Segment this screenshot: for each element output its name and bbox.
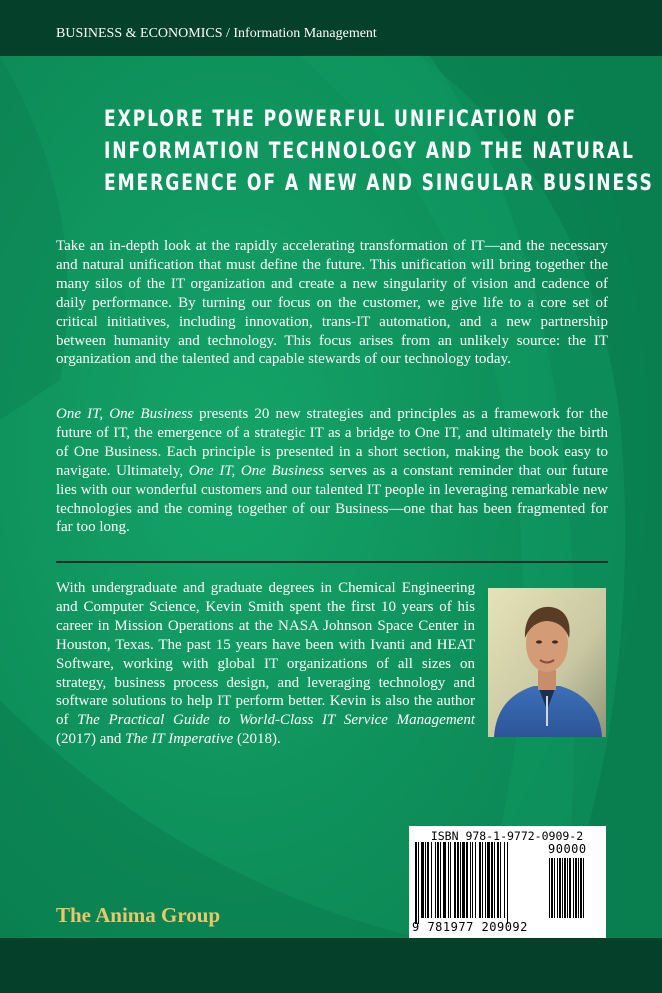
barcode-bar (431, 842, 432, 918)
price-barcode-bar (549, 858, 550, 918)
barcode-bar (507, 842, 508, 924)
price-barcode-bar (564, 858, 566, 918)
barcode-bar (440, 842, 441, 918)
barcode-bar (479, 842, 481, 918)
price-barcode-bar (575, 858, 577, 918)
book-title: One IT, One Business (56, 406, 193, 422)
price-code-digits: 90000 (548, 842, 587, 856)
description-paragraph-2 (56, 405, 608, 537)
barcode-bar (475, 842, 476, 918)
barcode-bar (427, 842, 429, 918)
price-barcode-bar (562, 858, 563, 918)
author-bio (56, 579, 475, 749)
bio-book-1: The Practical Guide to World-Class IT Service Management (77, 712, 475, 729)
barcode-bar (485, 842, 486, 918)
barcode-bar (500, 842, 501, 918)
paragraph-2-text-b: serves as a constant reminder that our future lies with our wonderful customers and our talented IT people in leveraging remarkable new technologies and the coming together of our Business—one that has been fragmented for far too long. (56, 462, 608, 536)
barcode-bar (504, 842, 505, 918)
headline-line-1: EXPLORE THE POWERFUL UNIFICATION OF (104, 107, 577, 132)
bottom-band (0, 938, 662, 993)
barcode-bar (454, 842, 456, 918)
headline-line-2: INFORMATION TECHNOLOGY AND THE NATURAL (104, 139, 635, 164)
barcode-bar (450, 842, 451, 918)
price-barcode-bar (580, 858, 582, 918)
bio-book-2: The IT Imperative (125, 731, 234, 748)
barcode-bar (437, 842, 439, 918)
bio-text-b: (2017) and (56, 731, 126, 748)
price-barcode-bar (578, 858, 579, 918)
book-title-repeat: One IT, One Business (188, 462, 325, 479)
barcode-bar (487, 842, 490, 918)
barcode-bar (491, 842, 493, 918)
section-divider (56, 561, 608, 563)
category-label: BUSINESS & ECONOMICS / Information Management (56, 26, 377, 41)
barcode-bar (472, 842, 473, 918)
paragraph-2-text-a: presents 20 new strategies and principles as a framework for the future of IT, the emergence of a strategic IT as a bridge to One IT, and ultimately the birth of One Business. Each principle is presented in a short section, making the book easy to navigate. Ultimately, (56, 406, 608, 479)
author-photo (488, 588, 606, 737)
barcode-bar (448, 842, 449, 918)
barcode-bar (421, 842, 424, 918)
headline (104, 104, 654, 200)
barcode-bar (462, 842, 465, 918)
bio-text-a: With undergraduate and graduate degrees in Chemical Engineering and Computer Science, Kevin Smith spent the first 10 years of his career in Mission Operations at the NASA Johnson Space Center in Houston, Texas. The past 15 years have been with Ivanti and HEAT Software, working with global IT organizations of all sizes on strategy, business process design, and leveraging technology and software solutions to help IT perform better. Kevin is also the author of (56, 580, 475, 729)
price-barcode-bar (573, 858, 574, 918)
barcode-bar (494, 842, 495, 918)
barcode-bar (497, 842, 499, 918)
price-barcode-bar (554, 858, 555, 918)
price-barcode-bar (583, 858, 584, 918)
price-barcode-bar (551, 858, 553, 918)
price-barcode-bar (559, 858, 561, 918)
description-paragraph-1: Take an in-depth look at the rapidly accelerating transformation of IT—and the necessary and natural unification that must define the future. This unification will bring together the many silos of the IT organization and create a new singularity of vision and cadence of daily performance. By turning our focus on the customer, we give life to a core set of critical initiatives, including innovation, trans-IT automation, and a new partnership between humanity and technology. This focus arises from an unlikely source: the IT organization and the talented and capable stewards of our technology today. (56, 238, 608, 368)
barcode-bar (457, 842, 459, 918)
barcode-bar (415, 842, 417, 924)
price-barcode-bar (569, 858, 571, 918)
isbn-label: ISBN 978-1-9772-0909-2 (430, 829, 584, 843)
barcode-bar (466, 842, 468, 918)
barcode-bar (443, 842, 446, 918)
barcode-bar (425, 842, 426, 918)
publisher-logo-text: The Anima Group (56, 903, 221, 927)
barcode-bar (435, 842, 436, 918)
barcode-bar (418, 842, 419, 924)
isbn-digits: 9 781977 209092 (412, 920, 528, 934)
barcode-bar (460, 842, 461, 918)
barcode-bar (470, 842, 471, 918)
headline-line-3: EMERGENCE OF A NEW AND SINGULAR BUSINESS (104, 171, 654, 196)
barcode-bar (482, 842, 483, 918)
price-barcode-bar (557, 858, 558, 918)
bio-text-c: (2018). (233, 731, 281, 748)
price-barcode-bar (567, 858, 568, 918)
